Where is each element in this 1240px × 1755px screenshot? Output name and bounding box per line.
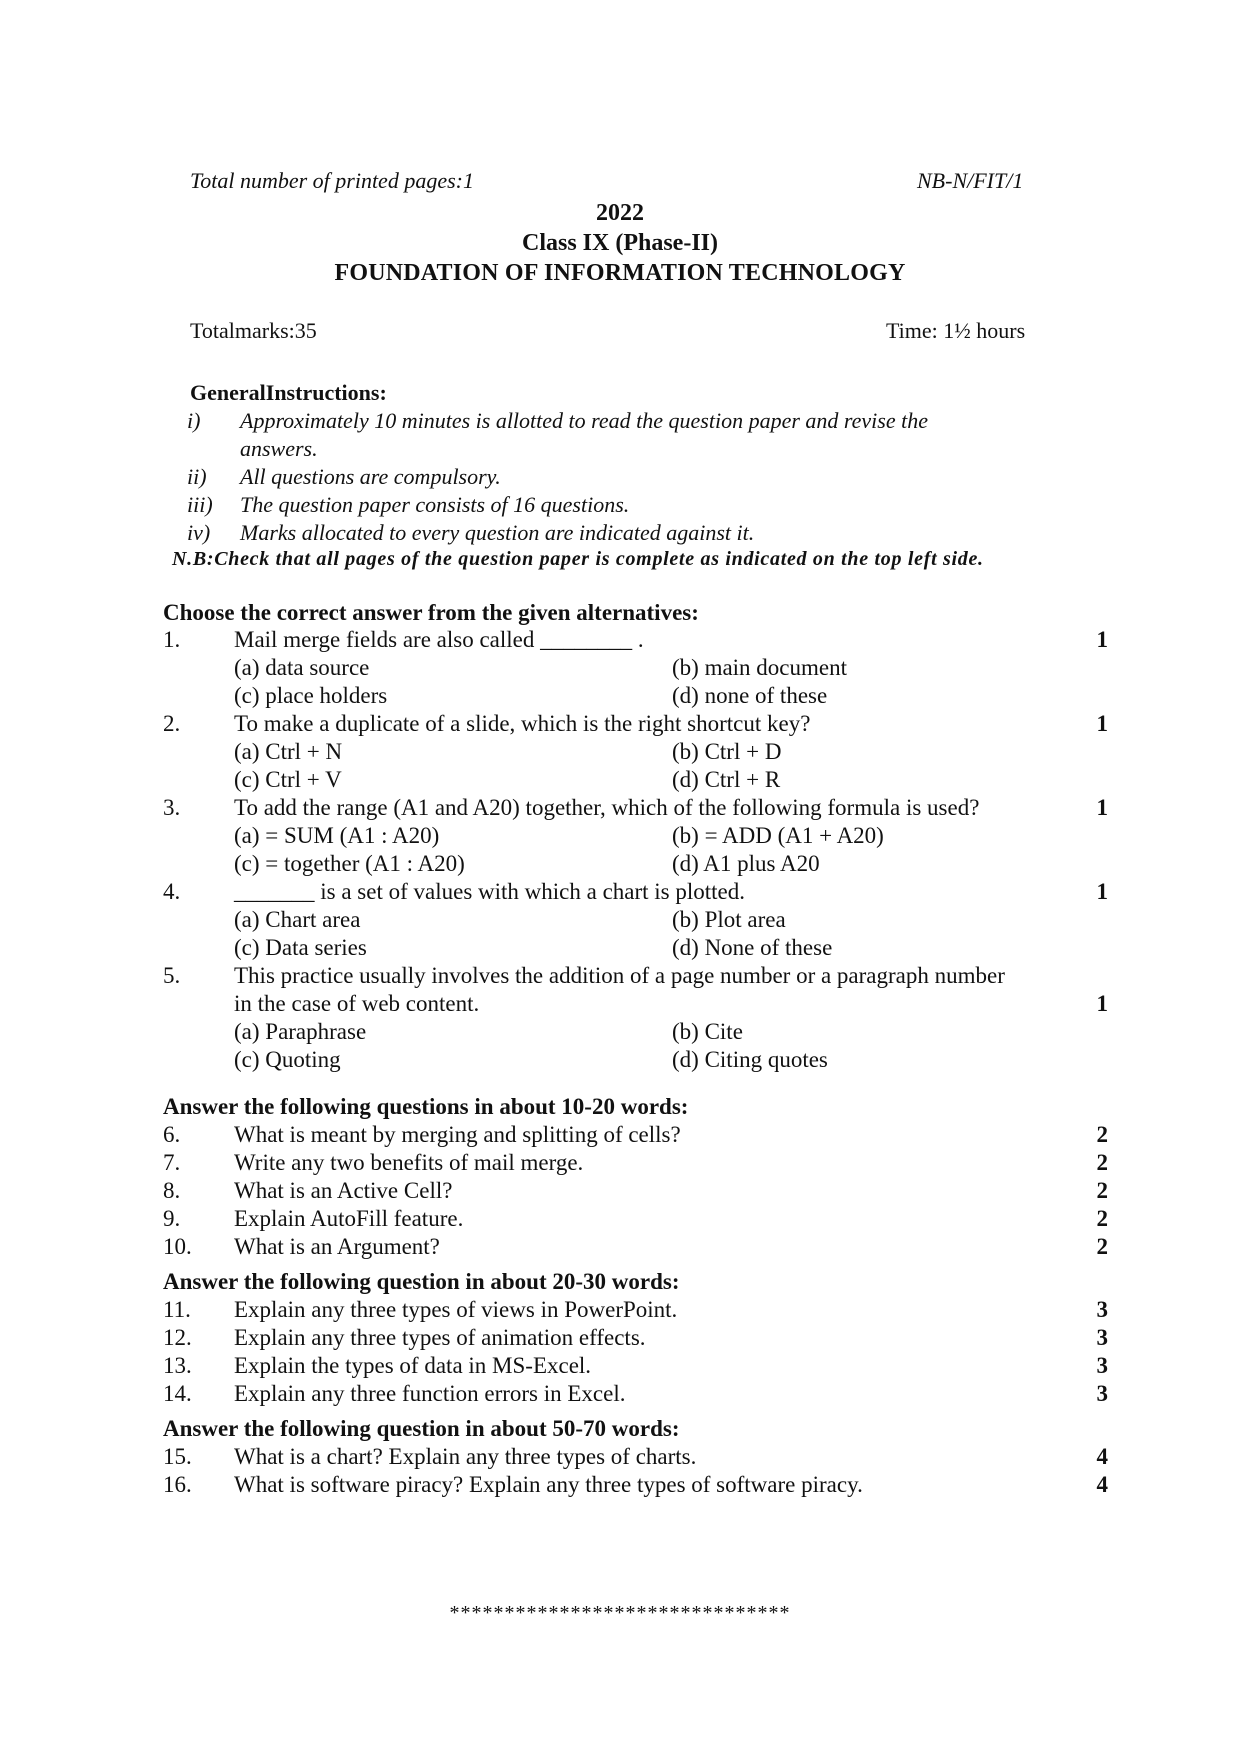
section-a-heading: Choose the correct answer from the given alternatives: <box>163 600 699 625</box>
instruction-text: All questions are compulsory. <box>240 464 501 489</box>
instruction-text: Marks allocated to every question are indicated against it. <box>240 520 755 545</box>
question-number: 11. <box>163 1297 191 1322</box>
question-number: 7. <box>163 1150 181 1175</box>
question-text: Explain any three types of views in PowerPoint. <box>234 1297 678 1322</box>
question-number: 5. <box>163 963 181 988</box>
question-marks: 2 <box>1096 1178 1108 1203</box>
question-text: What is an Active Cell? <box>234 1178 453 1203</box>
option-c: (c) Quoting <box>234 1047 341 1072</box>
question-text: Mail merge fields are also called ________ . <box>234 627 644 652</box>
option-c: (c) Data series <box>234 935 367 960</box>
instruction-number: iii) <box>187 492 213 517</box>
option-d: (d) None of these <box>672 935 833 960</box>
question-marks: 1 <box>1096 879 1108 904</box>
question-marks: 2 <box>1096 1206 1108 1231</box>
instruction-text: Approximately 10 minutes is allotted to read the question paper and revise the <box>240 408 928 433</box>
question-marks: 1 <box>1096 795 1108 820</box>
option-b: (b) Plot area <box>672 907 786 932</box>
instruction-text: The question paper consists of 16 questions. <box>240 492 630 517</box>
option-c: (c) place holders <box>234 683 388 708</box>
question-marks: 1 <box>1096 711 1108 736</box>
instruction-number: i) <box>187 408 201 433</box>
section-c-heading: Answer the following question in about 20-30 words: <box>163 1269 680 1294</box>
class-title: Class IX (Phase-II) <box>521 230 718 256</box>
question-text: Write any two benefits of mail merge. <box>234 1150 584 1175</box>
section-b-heading: Answer the following questions in about 10-20 words: <box>163 1094 689 1119</box>
option-d: (d) none of these <box>672 683 828 708</box>
question-marks: 2 <box>1096 1234 1108 1259</box>
option-b: (b) Cite <box>672 1019 743 1044</box>
question-number: 1. <box>163 627 181 652</box>
option-d: (d) Ctrl + R <box>672 767 781 792</box>
paper-code: NB-N/FIT/1 <box>917 168 1024 193</box>
question-marks: 2 <box>1096 1122 1108 1147</box>
question-marks: 3 <box>1096 1325 1108 1350</box>
question-text: Explain any three types of animation effects. <box>234 1325 646 1350</box>
question-text: Explain AutoFill feature. <box>234 1206 464 1231</box>
question-text: To make a duplicate of a slide, which is the right shortcut key? <box>234 711 811 736</box>
question-marks: 1 <box>1096 991 1108 1016</box>
question-number: 8. <box>163 1178 181 1203</box>
question-number: 16. <box>163 1472 192 1497</box>
subject-title: FOUNDATION OF INFORMATION TECHNOLOGY <box>334 260 906 286</box>
instruction-number: ii) <box>187 464 207 489</box>
question-text: What is an Argument? <box>234 1234 440 1259</box>
option-a: (a) Ctrl + N <box>234 739 343 764</box>
question-marks: 2 <box>1096 1150 1108 1175</box>
option-a: (a) data source <box>234 655 370 680</box>
question-marks: 1 <box>1096 627 1108 652</box>
instruction-text-continued: answers. <box>240 436 318 461</box>
option-b: (b) main document <box>672 655 848 680</box>
question-text: What is a chart? Explain any three types of charts. <box>234 1444 697 1469</box>
exam-time: Time: 1½ hours <box>886 318 1026 343</box>
question-number: 9. <box>163 1206 181 1231</box>
option-b: (b) Ctrl + D <box>672 739 782 764</box>
question-text-continued: in the case of web content. <box>234 991 480 1016</box>
question-number: 3. <box>163 795 181 820</box>
option-d: (d) Citing quotes <box>672 1047 828 1072</box>
question-text: This practice usually involves the addition of a page number or a paragraph number <box>234 963 1005 988</box>
end-of-paper-stars: ******************************* <box>449 1602 791 1624</box>
total-marks: Totalmarks:35 <box>190 318 317 343</box>
nb-note: N.B:Check that all pages of the question paper is complete as indicated on the top left side. <box>172 548 984 570</box>
question-number: 12. <box>163 1325 192 1350</box>
question-text: Explain any three function errors in Excel. <box>234 1381 626 1406</box>
exam-year: 2022 <box>596 200 644 226</box>
question-text: To add the range (A1 and A20) together, which of the following formula is used? <box>234 795 980 820</box>
printed-pages-note: Total number of printed pages:1 <box>190 168 474 193</box>
question-text: Explain the types of data in MS-Excel. <box>234 1353 592 1378</box>
question-marks: 4 <box>1096 1444 1108 1469</box>
option-a: (a) Chart area <box>234 907 361 932</box>
question-number: 4. <box>163 879 181 904</box>
section-d-heading: Answer the following question in about 50-70 words: <box>163 1416 680 1441</box>
option-c: (c) Ctrl + V <box>234 767 342 792</box>
option-a: (a) = SUM (A1 : A20) <box>234 823 440 848</box>
option-a: (a) Paraphrase <box>234 1019 367 1044</box>
option-c: (c) = together (A1 : A20) <box>234 851 465 876</box>
option-b: (b) = ADD (A1 + A20) <box>672 823 884 848</box>
question-number: 2. <box>163 711 181 736</box>
option-d: (d) A1 plus A20 <box>672 851 820 876</box>
question-marks: 3 <box>1096 1297 1108 1322</box>
question-text: What is software piracy? Explain any three types of software piracy. <box>234 1472 863 1497</box>
question-marks: 3 <box>1096 1381 1108 1406</box>
question-number: 14. <box>163 1381 192 1406</box>
question-marks: 3 <box>1096 1353 1108 1378</box>
question-number: 13. <box>163 1353 192 1378</box>
question-number: 10. <box>163 1234 192 1259</box>
question-number: 6. <box>163 1122 181 1147</box>
question-text: _______ is a set of values with which a chart is plotted. <box>234 879 746 904</box>
instructions-title: GeneralInstructions: <box>190 380 387 405</box>
question-text: What is meant by merging and splitting of cells? <box>234 1122 681 1147</box>
question-number: 15. <box>163 1444 192 1469</box>
question-marks: 4 <box>1096 1472 1108 1497</box>
instruction-number: iv) <box>187 520 211 545</box>
